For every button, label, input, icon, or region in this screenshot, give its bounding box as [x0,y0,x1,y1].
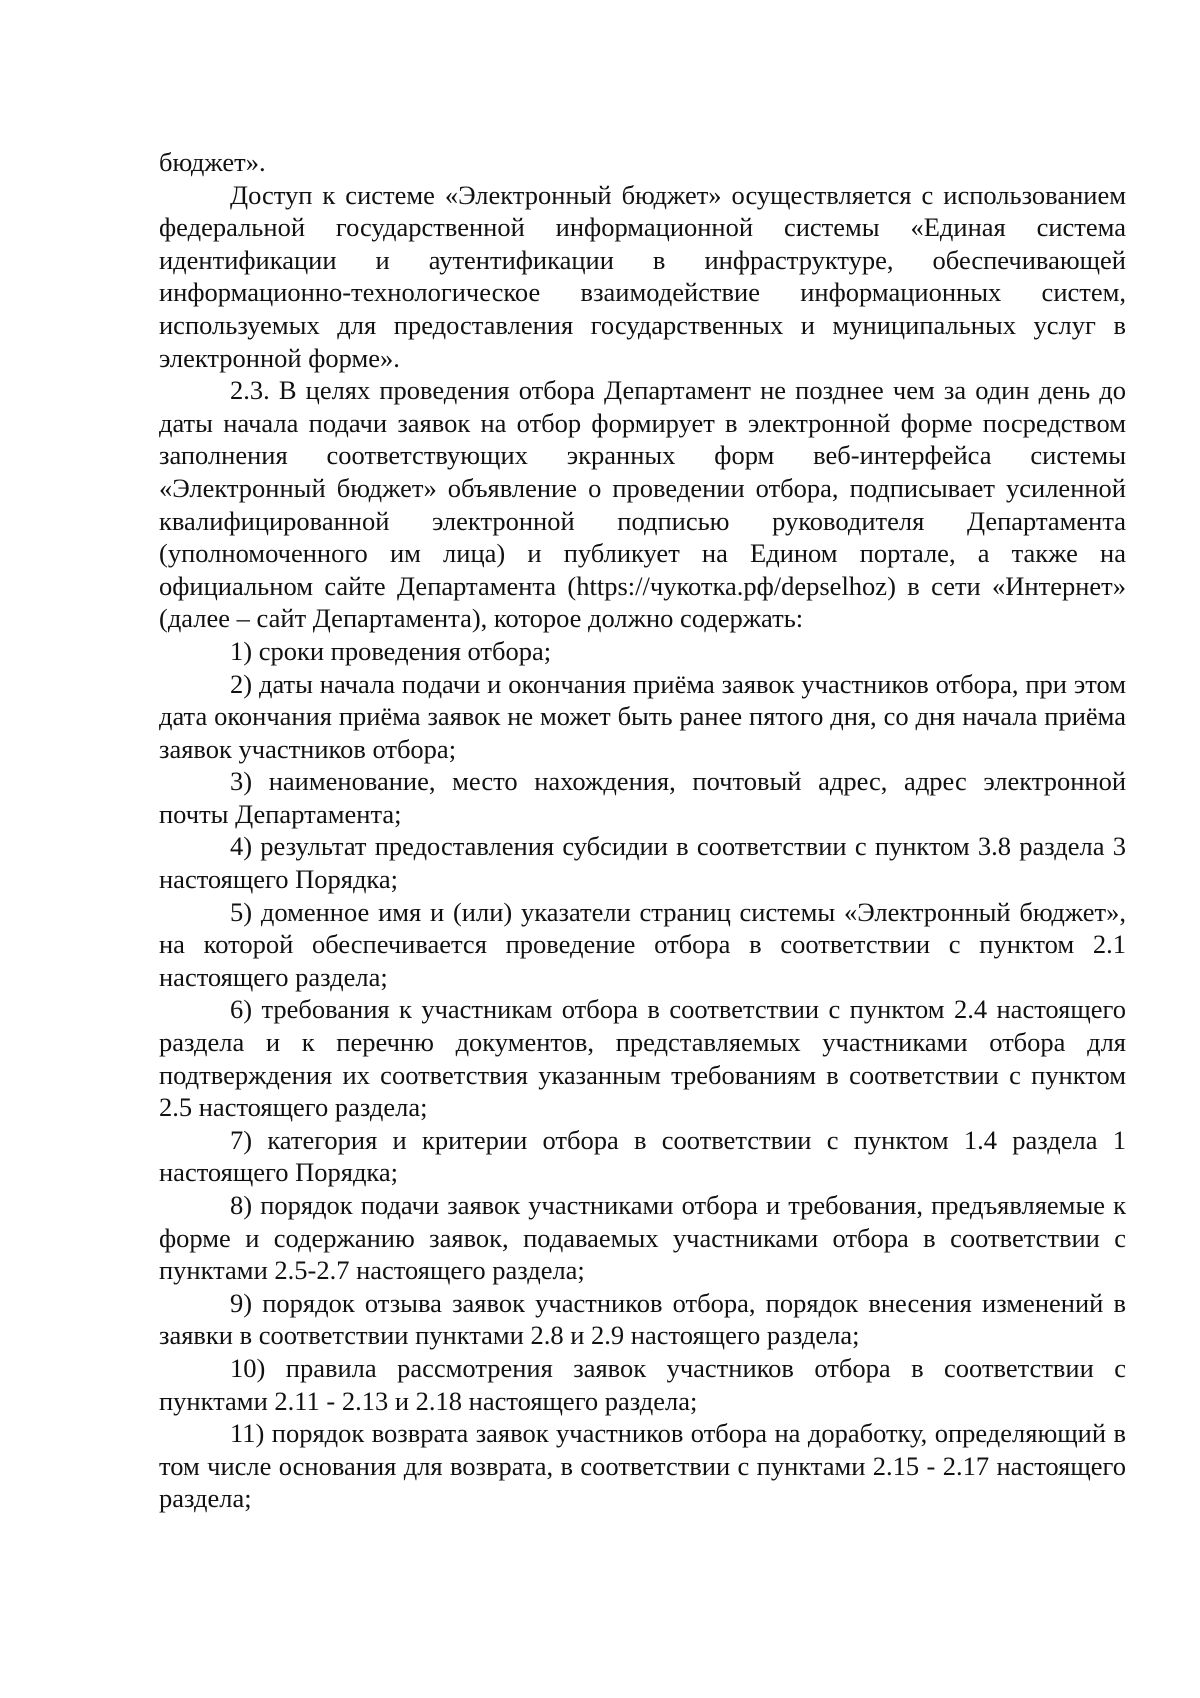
list-item-5: 5) доменное имя и (или) указатели страниц системы «Электронный бюджет», на которой обеспечивается проведение отбора в соответствии с пунктом 2.1 настоящего раздела; [159,896,1126,992]
paragraph-access: Доступ к системе «Электронный бюджет» осуществляется с использованием федеральной государственной информационной системы «Единая система идентификации и аутентификации в инфраструктуре, обеспечивающей информационно-технологическое взаимодействие информационных систем, используемых для предоставления государственных и муниципальных услуг в электронной форме». [159,179,1126,373]
list-item-7: 7) категория и критерии отбора в соответствии с пунктом 1.4 раздела 1 настоящего Порядка; [159,1124,1126,1188]
list-item-11: 11) порядок возврата заявок участников отбора на доработку, определяющий в том числе основания для возврата, в соответствии с пунктами 2.15 - 2.17 настоящего раздела; [159,1418,1126,1514]
list-item-4: 4) результат предоставления субсидии в соответствии с пунктом 3.8 раздела 3 настоящего Порядка; [159,831,1126,895]
list-item-6: 6) требования к участникам отбора в соответствии с пунктом 2.4 настоящего раздела и к перечню документов, представляемых участниками отбора для подтверждения их соответствия указанным требованиям в соответствии с пунктом 2.5 настоящего раздела; [159,994,1126,1123]
list-item-2: 2) даты начала подачи и окончания приёма заявок участников отбора, при этом дата окончания приёма заявок не может быть ранее пятого дня, со дня начала приёма заявок участников отбора; [159,668,1126,764]
list-item-3: 3) наименование, место нахождения, почтовый адрес, адрес электронной почты Департамента; [159,766,1126,829]
list-item-10: 10) правила рассмотрения заявок участников отбора в соответствии с пунктами 2.11 - 2.13 и 2.18 настоящего раздела; [159,1352,1126,1416]
paragraph-continuation: бюджет». [159,147,266,177]
list-item-9: 9) порядок отзыва заявок участников отбора, порядок внесения изменений в заявки в соответствии пунктами 2.8 и 2.9 настоящего раздела; [159,1287,1126,1351]
list-item-1: 1) сроки проведения отбора; [230,635,552,666]
list-item-8: 8) порядок подачи заявок участниками отбора и требования, предъявляемые к форме и содержанию заявок, подаваемых участниками отбора в соответствии с пунктами 2.5-2.7 настоящего раздела; [159,1190,1126,1286]
paragraph-section-2-3: 2.3. В целях проведения отбора Департамент не позднее чем за один день до даты начала подачи заявок на отбор формирует в электронной форме посредством заполнения соответствующих экранных форм веб-интерфейса системы «Электронный бюджет» объявление о проведении отбора, подписывает усиленной квалифицированной электронной подписью руководителя Департамента (уполномоченного им лица) и публикует на Едином портале, а также на официальном сайте Департамента (https://чукотка.рф/depselhoz) в сети «Интернет» (далее – сайт Департамента), которое должно содержать: [159,375,1126,634]
document-body [159,146,1126,1515]
